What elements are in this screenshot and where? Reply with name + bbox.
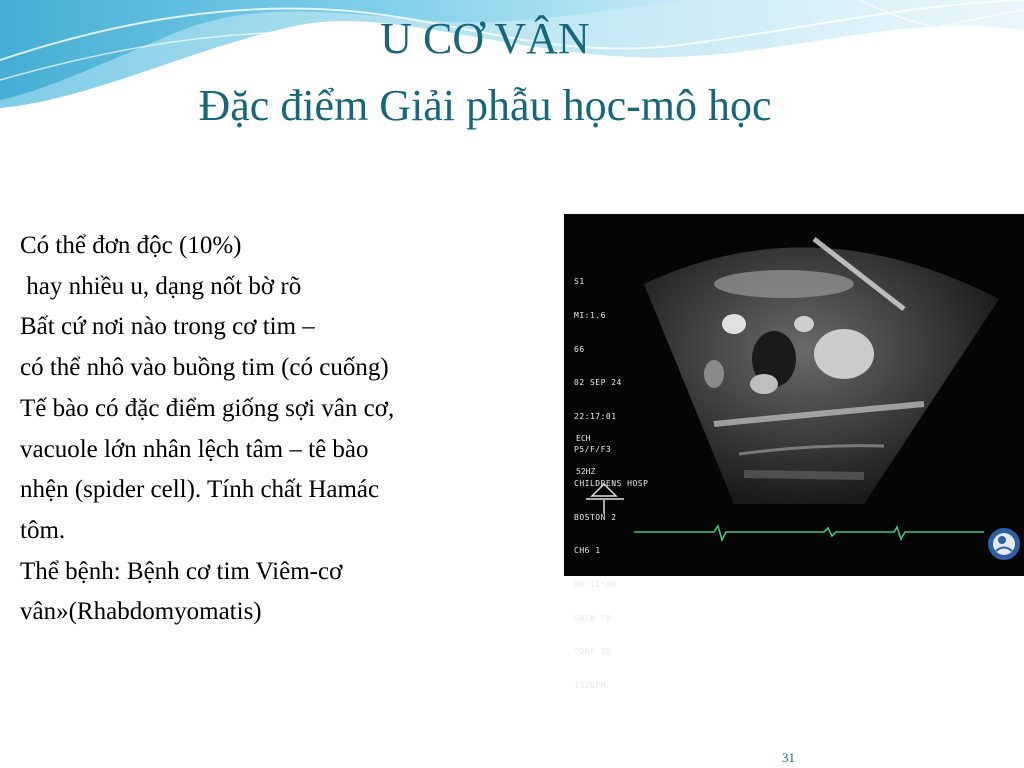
readout-line: 52HZ (576, 467, 596, 476)
readout-line: 22:17:01 (574, 411, 617, 421)
body-line: vân»(Rhabdomyomatis) (20, 598, 262, 626)
body-line: Thể bệnh: Bệnh cơ tim Viêm-cơ (20, 557, 343, 585)
slide-subtitle: Đặc điểm Giải phẫu học-mô học (198, 81, 772, 130)
readout-line: GAIN 79 (574, 613, 612, 623)
readout-line: S1 (574, 277, 585, 287)
body-line: vacuole lớn nhân lệch tâm – tê bào (20, 435, 369, 463)
body-line: hay nhiều u, dạng nốt bờ rõ (20, 272, 302, 300)
body-line: Bất cứ nơi nào trong cơ tim – (20, 313, 315, 341)
slide-title: U CƠ VÂN (380, 14, 590, 63)
readout-line: BOSTON 2 (574, 512, 617, 522)
body-line: tôm. (20, 516, 66, 544)
echocardiogram-image (564, 214, 1024, 690)
readout-line: 132BPM (574, 680, 606, 690)
scan-readout-secondary (576, 411, 595, 499)
readout-line: 66 (574, 344, 585, 354)
readout-line: 02 SEP 24 (574, 378, 622, 388)
readout-line: P5/F/F3 (574, 445, 612, 455)
readout-line: ECH (576, 434, 591, 443)
readout-line: CH6 1 (574, 546, 601, 556)
body-line: Có thể đơn độc (10%) (20, 232, 242, 259)
readout-line: CHILDRENS HOSP (574, 479, 649, 489)
body-line: nhện (spider cell). Tính chất Hamác (20, 476, 380, 504)
slide-body-text (20, 226, 550, 633)
ecg-trace (634, 526, 984, 540)
body-line: Tế bào có đặc điểm giống sợi vân cơ, (20, 394, 395, 422)
readout-line: 00:11:08 (574, 579, 617, 589)
readout-line: COMP 30 (574, 647, 612, 657)
body-line: có thể nhô vào buồng tim (có cuống) (20, 354, 389, 382)
page-number: 31 (782, 750, 795, 765)
readout-line: MI:1.6 (574, 311, 606, 321)
